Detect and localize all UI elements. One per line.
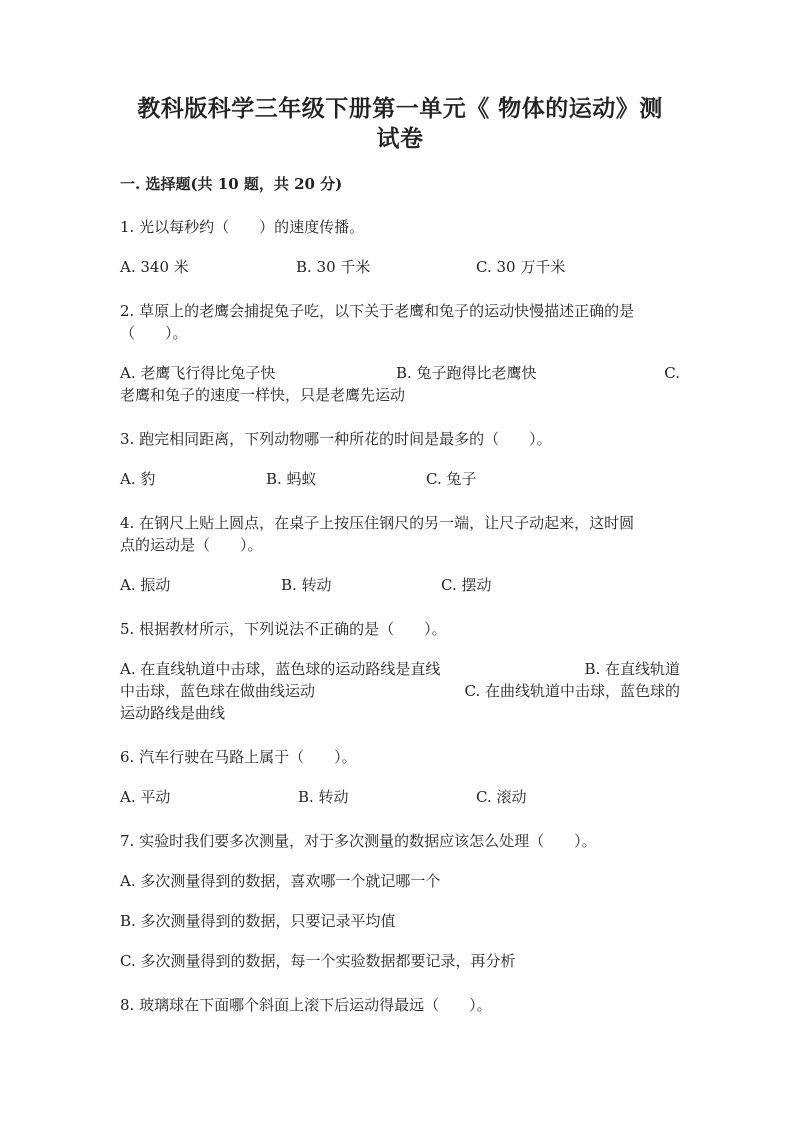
question-3-stem: 3. 跑完相同距离，下列动物哪一种所花的时间是最多的（ ）。 — [120, 430, 552, 448]
question-3-option-c: C. 兔子 — [426, 470, 477, 488]
question-4-stem — [120, 512, 680, 556]
question-6-options — [120, 786, 680, 808]
question-2-options — [120, 362, 680, 406]
question-6-option-b: B. 转动 — [298, 788, 349, 806]
question-5-options-line2 — [120, 680, 680, 702]
question-1-options — [120, 256, 680, 278]
question-1-stem: 1. 光以每秒约（ ）的速度传播。 — [120, 218, 365, 236]
question-7-options — [120, 870, 680, 972]
question-5-options-line1 — [120, 658, 680, 680]
question-5-options — [120, 658, 680, 724]
question-4-stem-line2: 点的运动是（ ）。 — [120, 536, 263, 554]
question-5-stem: 5. 根据教材所示，下列说法不正确的是（ ）。 — [120, 620, 447, 638]
question-2-stem-line2: （ ）。 — [120, 324, 188, 342]
question-4-stem-line1: 4. 在钢尺上贴上圆点，在桌子上按压住钢尺的另一端，让尺子动起来，这时圆 — [120, 514, 635, 532]
question-4-option-a: A. 振动 — [120, 576, 171, 594]
question-6-option-a: A. 平动 — [120, 788, 171, 806]
question-1-option-a: A. 340 米 — [120, 258, 189, 276]
question-2-option-c-text: 老鹰和兔子的速度一样快，只是老鹰先运动 — [120, 386, 406, 404]
question-5-option-c-end: 运动路线是曲线 — [120, 704, 226, 722]
question-4-options — [120, 574, 680, 596]
question-8-stem: 8. 玻璃球在下面哪个斜面上滚下后运动得最远（ ）。 — [120, 996, 492, 1014]
question-1-option-b: B. 30 千米 — [296, 258, 371, 276]
exam-title-line2: 试卷 — [376, 125, 424, 152]
question-7-option-a: A. 多次测量得到的数据，喜欢哪一个就记哪一个 — [120, 872, 441, 890]
section-heading: 一. 选择题(共 10 题，共 20 分) — [120, 175, 343, 193]
question-5-option-a: A. 在直线轨道中击球，蓝色球的运动路线是直线 — [120, 660, 441, 678]
question-5-option-c-start: C. 在曲线轨道中击球，蓝色球的 — [464, 682, 680, 700]
question-7-option-c: C. 多次测量得到的数据，每一个实验数据都要记录，再分析 — [120, 952, 516, 970]
exam-title-line1: 教科版科学三年级下册第一单元《 物体的运动》测 — [137, 95, 663, 122]
exam-title — [120, 0, 680, 154]
question-6-option-c: C. 滚动 — [476, 788, 527, 806]
question-3-option-b: B. 蚂蚁 — [266, 470, 317, 488]
question-2-option-c-label: C. — [664, 364, 680, 382]
question-3-options — [120, 468, 680, 490]
question-5-option-b-end: 中击球，蓝色球在做曲线运动 — [120, 682, 316, 700]
question-6-stem: 6. 汽车行驶在马路上属于（ ）。 — [120, 748, 357, 766]
question-1-option-c: C. 30 万千米 — [476, 258, 566, 276]
question-3-option-a: A. 豹 — [120, 470, 156, 488]
question-2-option-a: A. 老鹰飞行得比兔子快 — [120, 364, 276, 382]
question-2-option-b: B. 兔子跑得比老鹰快 — [396, 364, 537, 382]
question-2-stem-line1: 2. 草原上的老鹰会捕捉兔子吃，以下关于老鹰和兔子的运动快慢描述正确的是 — [120, 302, 635, 320]
question-4-option-b: B. 转动 — [281, 576, 332, 594]
question-2-stem — [120, 300, 680, 344]
question-7-option-b: B. 多次测量得到的数据，只要记录平均值 — [120, 912, 396, 930]
question-4-option-c: C. 摆动 — [441, 576, 492, 594]
question-7-stem: 7. 实验时我们要多次测量，对于多次测量的数据应该怎么处理（ ）。 — [120, 832, 597, 850]
question-5-option-b-start: B. 在直线轨道 — [584, 660, 680, 678]
